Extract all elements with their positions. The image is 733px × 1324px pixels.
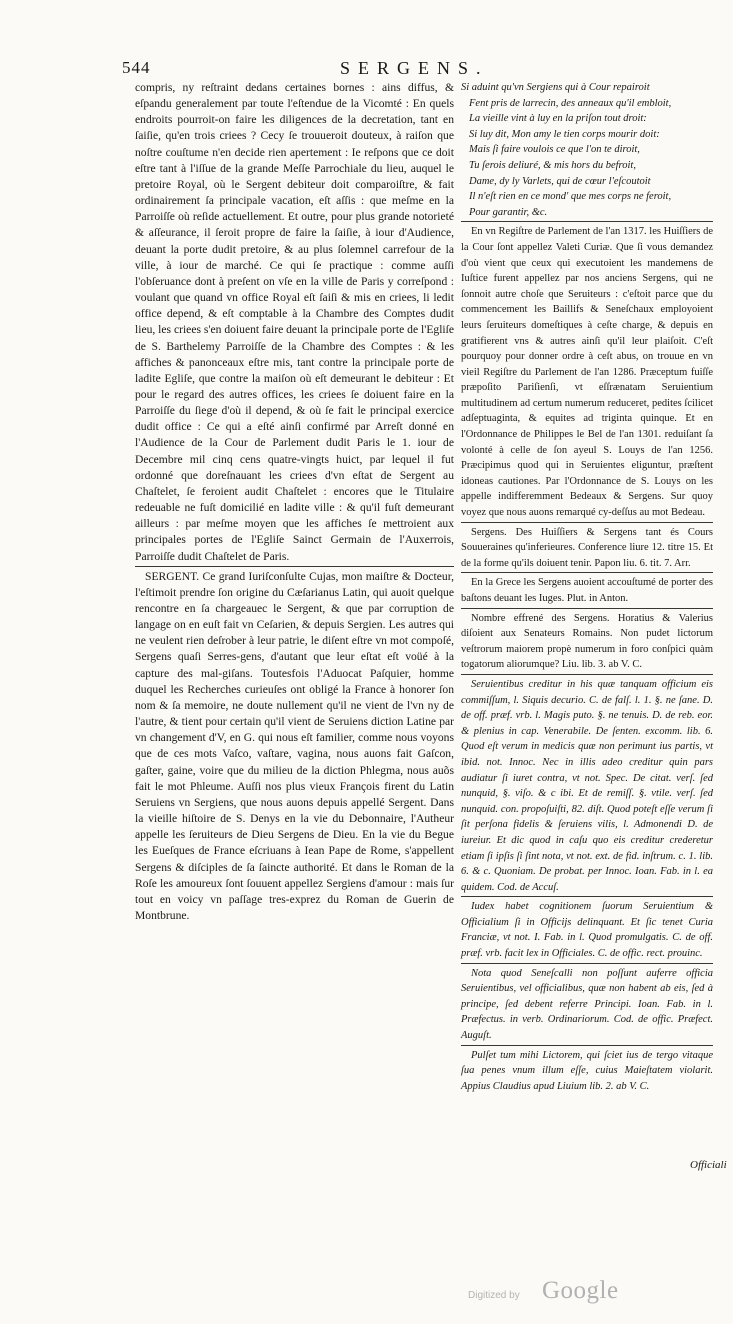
right-paragraph: Nombre effrené des Sergens. Horatius & Valerius diſoient aux Senateurs Romains. Non pudet lictorum veſtrorum maiorem propè numerum in foro conſpici quàm togatorum aliorumque? Liu. lib. 3. ab V. C. [461,612,713,671]
verse-line: Tu ſerois deliuré, & mis hors du befroit, [469,159,636,171]
page-number: 544 [122,58,151,77]
right-paragraph: Sergens. Des Huiſſiers & Sergens tant és Cours Souueraines qu'inferieures. Conference liure 12. titre 15. Et de la forme qu'ils doiuent tenir. Papon liu. 6. tit. 7. Arr. [461,526,713,569]
right-column [461,80,713,1094]
paragraph-divider [135,566,454,567]
verse-line: La vieille vint à luy en la priſon tout droit: [469,113,647,125]
verse-line: Mais ſi faire voulois ce que l'on te diroit, [469,144,640,156]
paragraph-divider [461,608,713,609]
paragraph-divider [461,522,713,523]
paragraph-divider [461,1045,713,1046]
paragraph-divider [461,572,713,573]
right-paragraph: En vn Regiſtre de Parlement de l'an 1317. les Huiſſiers de la Cour ſont appellez Valeti Curiæ. Que ſi vous demandez d'où vient que ceux qui executoient les mandemens de Iuſtice furent appellez par nos anciens Sergens, qui ne ſonnoit autre choſe que Seruiteurs : c'eſtoit parce que du commencement les Baillifs & Seneſchaux employoient leurs ſeruiteurs domeſtiques à ceſte charge, & depuis en gratifierent vns & autres ainſi qu'il leur plaiſoit. C'eſt pourquoy pour donner ordre à ceſt abus, on trouue en vn vieil Regiſtre du Parlement de l'an 1286. Præceptum fuiſſe præpoſito Pariſienſi, vt eſſrænatam Seruientium multitudinem ad certum numerum reduceret, pedites ſcilicet adſeptuaginta, & equites ad triginta quinque. Et en l'Ordonnance de Philippes le Bel de l'an 1301. reduiſant ſa volonté à celle de ſon ayeul S. Louys de l'an 1256. Præcipimus quod qui in Seruientes eliguntur, præſtent idoneas cautiones. Par l'Ordonnance de S. Louys on les appelle indifferemment Bedeaux & Sergens. Sur quoy voyez que nous auons remarqué cy-deſſus au mot Bedeau. [461,226,713,519]
verse-line: Si aduint qu'vn Sergiens qui à Cour repairoit [461,82,650,93]
watermark-prefix: Digitized by [468,1290,520,1301]
right-paragraph: En la Grece les Sergens auoient accouſtumé de porter des baſtons deuant les Iuges. Plut. in Anton. [461,577,713,604]
paragraph-divider [461,963,713,964]
paragraph-divider [461,221,713,222]
verse-line: Fent pris de larrecin, des anneaux qu'il embloit, [469,97,672,109]
right-paragraph: Nota quod Seneſcalli non poſſunt auferre officia Seruientibus, vel officialibus, quæ non habent ab eis, ſed à principe, ſed debent referre Principi. Ioan. Fab. in l. Præfectus. in verb. Ordinariorum. Cod. de offic. Præfect. Auguſt. [461,967,713,1042]
paragraph-divider [461,674,713,675]
catchword: Officiali [690,1159,727,1171]
left-column [135,80,454,924]
running-head: SERGENS. [340,58,489,78]
verse-line: Si luy dit, Mon amy le tien corps mourir doit: [469,128,660,140]
verse-line: Il n'eſt rien en ce mond' que mes corps ne feroit, [469,191,672,203]
right-paragraph: Pulſet tum mihi Lictorem, qui ſciet ius de tergo vitaque ſua penes vnum illum eſſe, cuius Maieſtatem violarit. Appius Claudius apud Liuium lib. 2. ab V. C. [461,1049,713,1092]
left-paragraph: compris, ny reſtraint dedans certaines bornes : ains diffus, & eſpandu generalement par toute l'eſtendue de la Vicomté : En quels endroits pourroit-on faire les diligences de la decretation, tant en ſaiſie, qu'en trois criees ? Cecy ſe trouueroit douteux, à raiſon que noſtre couſtume n'en decide rien apertement : Ie reſpons que ce doit eſtre tant à l'iſſue de la grande Meſſe Parrochiale du lieu, auquel le pretoire Royal, où le Sergent debiteur doit comparoiſtre, & fait ordinairement ſa principale vacation, eſt aſſis : que meſme en la Parroiſſe où reſide actuellement. Et outre, pour plus grande notorieté & aſſeurance, il ſeroit propre de faire la ſaiſie, à iour d'Audience, deuant la porte dudit pretoire, & au plus ſolemnel carrefour de la ville, à iour de marché. Ce qui ſe practique : comme auſſi l'obſeruance dont à preſent on vſe en la ville de Paris y correſpond : voulant que quand vn office Royal eſt ſaiſi & mis en criees, li ledit office depend, & eſt comptable à la Chambre des Comptes dudit lieu, les criees s'en doiuent faire deuant la principale porte de l'Egliſe de S. Barthelemy Parroiſſe de la Chambre des Comptes : & les affiches & panonceaux eſtre mis, tant contre la principale porte de ladite Egliſe, que contre la maiſon où eſt demeurant le debiteur : Et pour le regard des autres offices, les criees ſe doiuent faire en la Parroiſſe du ſiege d'où il depend, & où ſe fait le principal exercice dudit office : Ce qui a eſté ainſi confirmé par Arreſt donné en l'Audience de la Cour de Parlement dudit Paris le 1. iour de Decembre mil cinq cens quatre-vingts huict, par lequel il fut ordonné que doreſnauant les criees d'vn eſtat de Sergent au Chaſtelet, ſe feroient audit Chaſtelet : encores que le Titulaire redeuable ne fuſt domicilié en ladite ville : & qu'il fuſt demeurant ailleurs : par meſme moyen que les affiches ſe mettroient aux principales portes de l'Egliſe Sainct Germain de l'Auxerrois, Parroiſſe dudit Chaſtelet de Paris. [135,81,455,563]
google-logo: Google [542,1277,619,1304]
verse-line: Dame, dy ly Varlets, qui de cœur l'eſcoutoit [469,175,651,187]
left-paragraph: SERGENT. Ce grand Iuriſconſulte Cujas, mon maiſtre & Docteur, l'eſtimoit prendre ſon origine du Cæſarianus Latin, qui auoit quelque rencontre en ſa chargeauec le Sergent, & que par corruption de langage on en euſt fait vn Ceſarien, & depuis Sergien. Les autres qui ne veulent rien deſrober à leur patrie, le diſent eſtre vn mot compoſé, Sergens quaſi Serres-gens, d'autant que leur eſtat eſt voüé à la capture des mal-giſans. Toutesfois l'Aduocat Paſquier, homme duquel les Recherches curieuſes ont obligé la France à honorer ſon nom & ſa memoire, ne doute nullement qu'il ne vient de l'vn ny de l'autre, & tient pour certain qu'il vient de Seruiens diction Latine par vn changement d'V, en G. qui nous eſt familier, comme nous voyons que de ces mots Vaſco, vaſtare, vagina, nous auons fait Gaſcon, gaſter, gaine, voire que du milieu de la diction Phlegma, nous auõs fait le mot Phleume. Auſſi nos plus vieux François firent du Latin Seruiens vn Sergiens, que nous auons depuis appellé Sergent. Dans la vieille hiſtoire de S. Denys en la vie du Debonnaire, l'Autheur appelle les ſeruiteurs de Dieu Sergens de Dieu. En la vie du Begue les Eueſques de France eſcriuans à Iean Pape de Rome, s'appellent Sergens & diſciples de ſa ſaincte authorité. Et dans le Roman de la Roſe les amoureux ſont ſouuent appellez Sergiens d'amour : mais ſur tout en voicy vn paſſage tres-exprez du Roman de Guerin de Montbrune. [135,569,454,922]
digitized-watermark [468,1277,628,1309]
right-paragraph: Seruientibus creditur in his quæ tanquam officium eis commiſſum, l. Siquis decurio. C. de falſ. l. 1. §. ne ſane. D. de off. præf. vrb. l. Magis puto. §. ne tenuis. D. de reb. eor. & plenius in cap. Venerabile. De ſenten. excomm. lib. 6. Quod eſt verum in medicis quæ non perimunt ius partis, vt ibid. not. Innoc. Nec in illis adeo creditur quin pars audiatur ſi iuret contra, vt not. Spec. De citat. verſ. ſed nunquid, §. viſo. & c ibi. Et de remiſſ. §. vtile. verſ. ſed nunquid. con. propoſuiſti, 82. diſt. Quod poteſt eſſe verum ſi ſit perſona fidelis & ſeruiens vilis, l. Admonendi D. de iureiur. Et dic quod in caſu quo eis creditur crederetur etiam ſi ipſis ſi ſint nota, vt not. ext. de fid. inſtrum. c. 1. lib. 6. & c. Quoniam. De probat. per Innoc. Ioan. Fab. in l. ea quidem. Cod. de Accuſ. [461,678,713,893]
paragraph-divider [461,896,713,897]
right-paragraph: Iudex habet cognitionem ſuorum Seruientium & Officialium ſi in Officijs delinquant. Et ſic tenet Curia Franciæ, vt not. I. Fab. in l. Quod promulgatis. C. de off. præf. vrb. facit lex in Officiales. C. de offic. rect. prouinc. [461,901,713,960]
verse-line: Pour garantir, &c. [469,206,548,218]
page-header [118,58,708,80]
verse-quotation [461,80,713,220]
